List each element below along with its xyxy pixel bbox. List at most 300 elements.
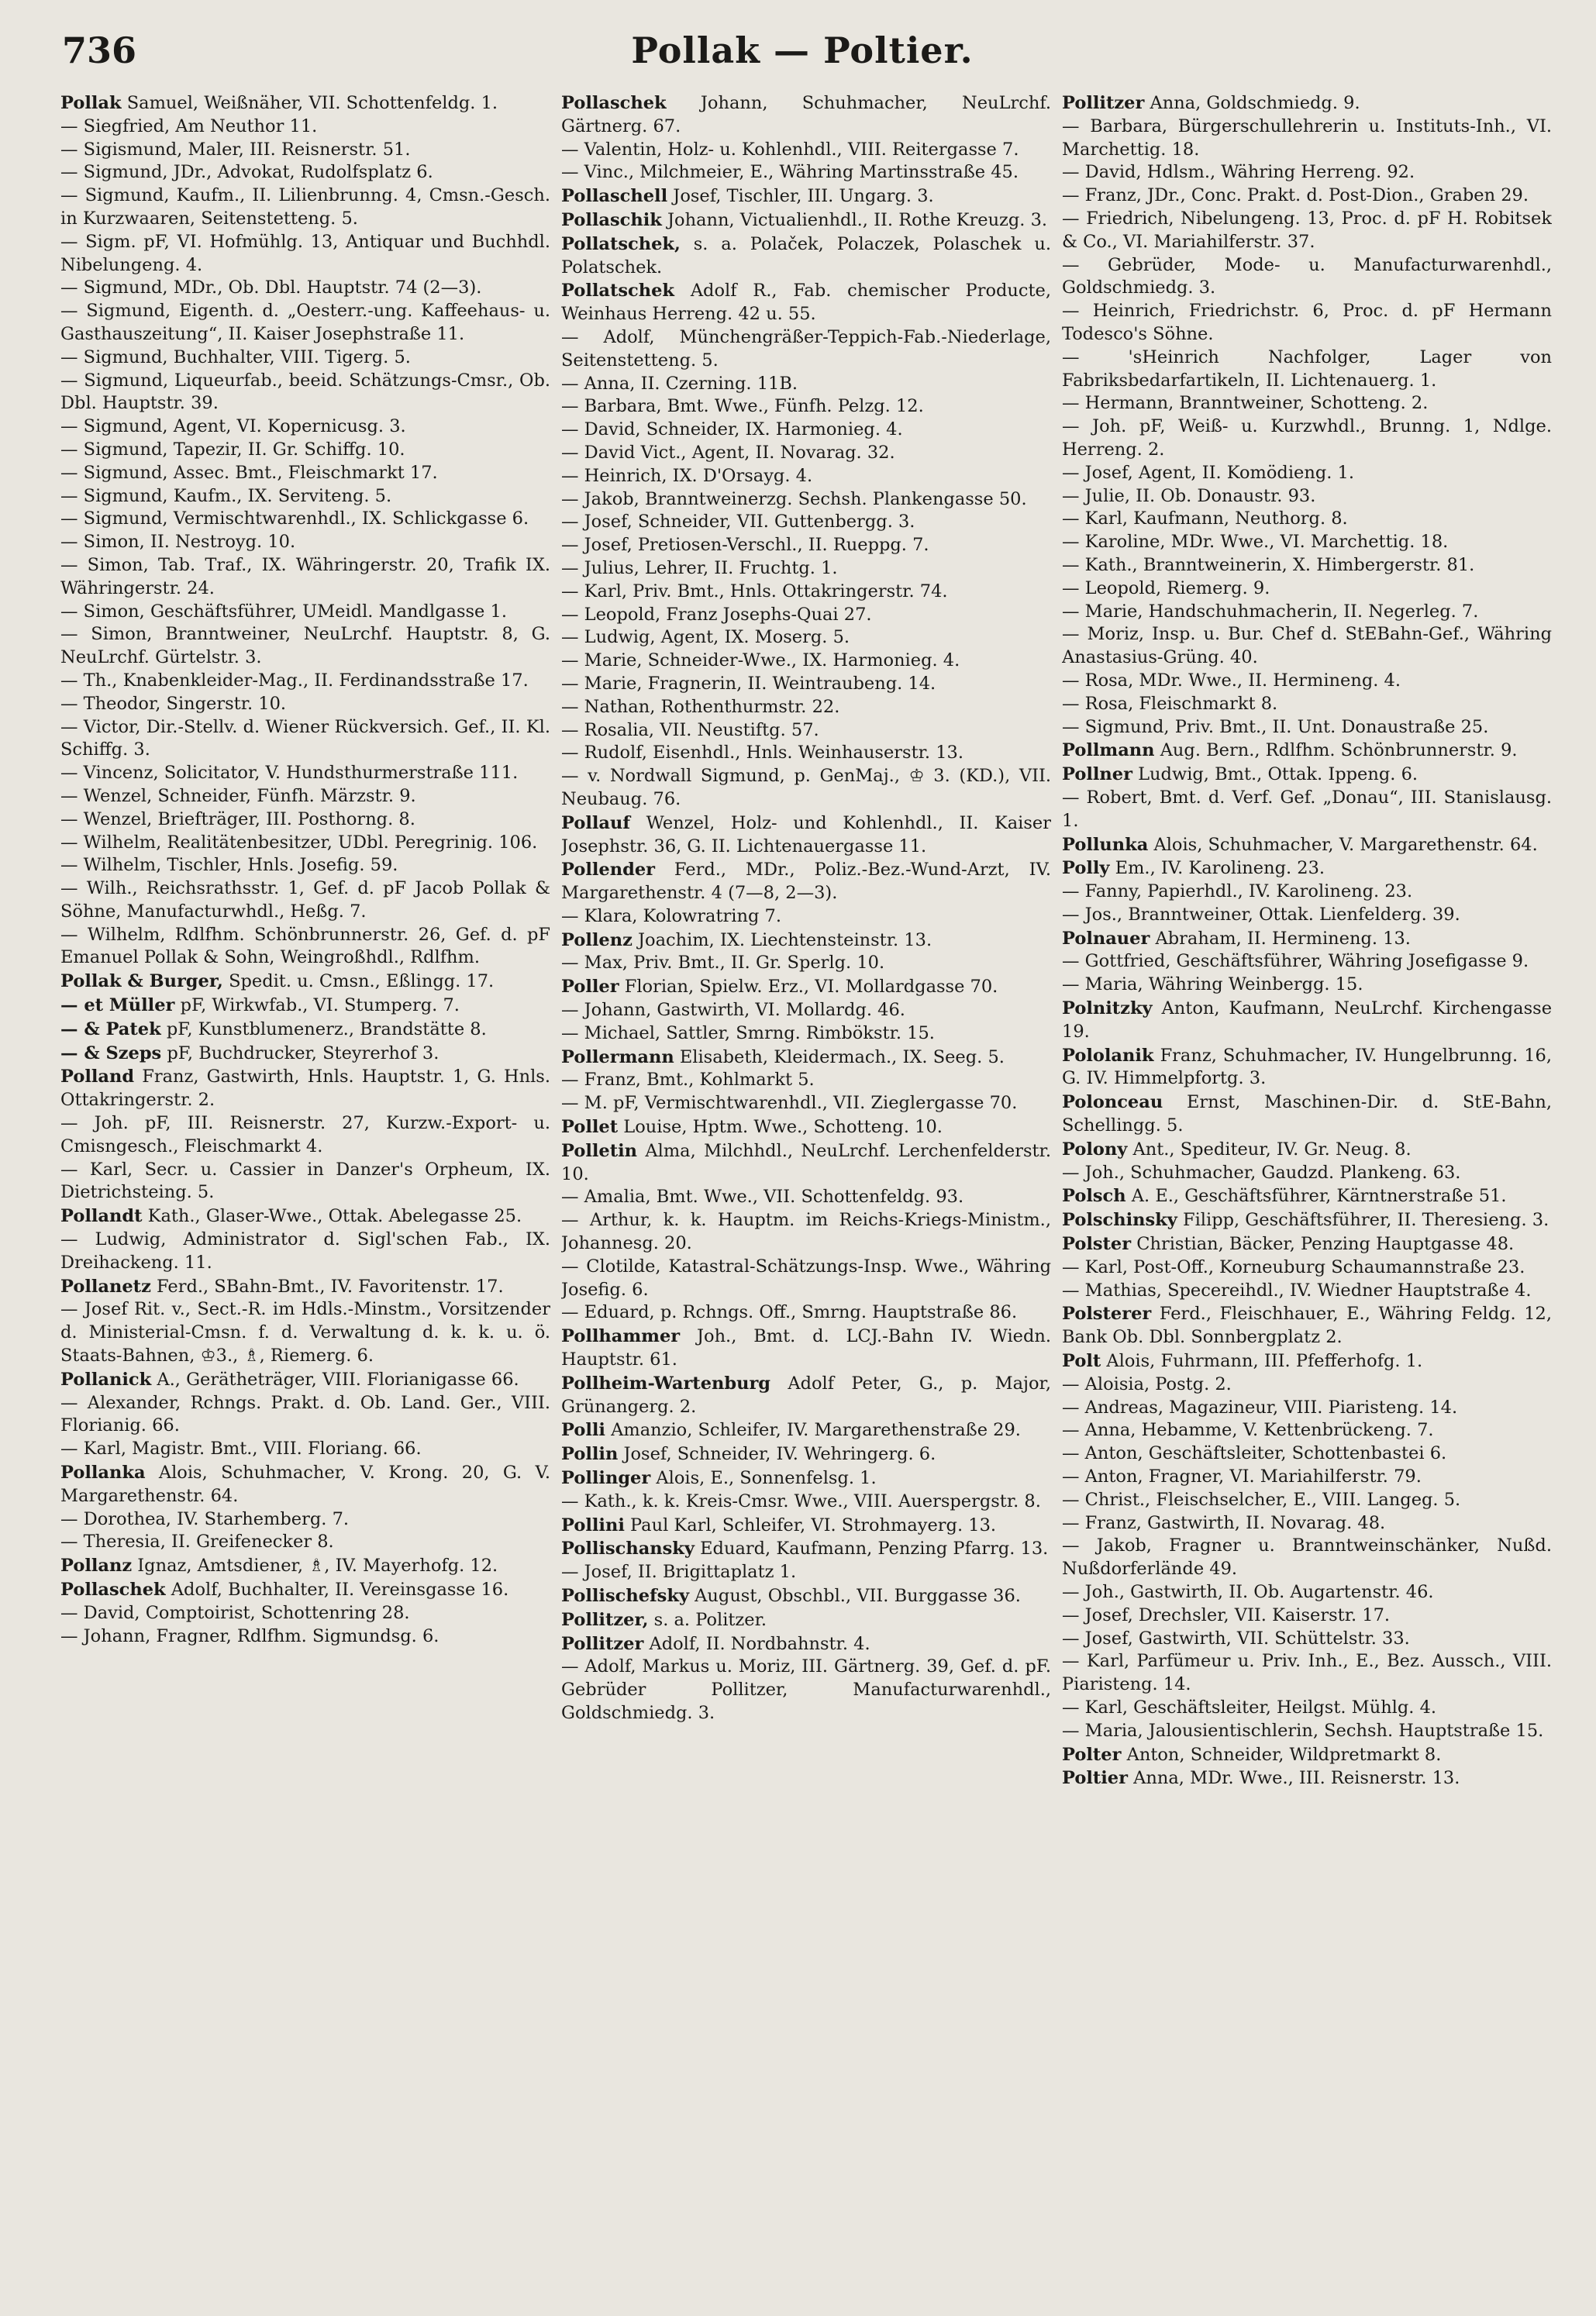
entry-text: — Sigmund, Priv. Bmt., II. Unt. Donaustraße 25. (1062, 716, 1489, 737)
column-2 (561, 91, 1051, 2300)
entry-surname: Polt (1062, 1351, 1101, 1372)
entry-text: — Joh. pF, Weiß- u. Kurzwhdl., Brunng. 1, Ndlge. Herreng. 2. (1062, 416, 1552, 460)
directory-sub-entry (1062, 881, 1552, 904)
entry-text: — Wilh., Reichsrathsstr. 1, Gef. d. pF Jacob Pollak & Söhne, Manufacturwhdl., Heßg. 7. (60, 878, 550, 922)
entry-text: — Heinrich, Friedrichstr. 6, Proc. d. pF Hermann Todesco's Söhne. (1062, 301, 1552, 344)
entry-surname: Pollitzer, (561, 1609, 649, 1630)
entry-surname: Polsch (1062, 1186, 1126, 1207)
directory-sub-entry (60, 1112, 550, 1159)
directory-sub-entry (1062, 485, 1552, 508)
entry-text: — Julius, Lehrer, II. Fruchtg. 1. (561, 557, 838, 578)
entry-surname: Pollandt (60, 1206, 143, 1227)
directory-sub-entry (1062, 531, 1552, 554)
entry-surname: Pollak (60, 93, 122, 113)
directory-sub-entry (561, 373, 1051, 396)
entry-surname: Pollaschik (561, 209, 662, 230)
directory-sub-entry (60, 877, 550, 924)
entry-text: — Alexander, Rchngs. Prakt. d. Ob. Land. Ger., VIII. Florianig. 66. (60, 1392, 550, 1436)
entry-text: — Sigmund, MDr., Ob. Dbl. Hauptstr. 74 (2—3). (60, 277, 482, 298)
entry-text: — Johann, Fragner, Rdlfhm. Sigmundsg. 6. (60, 1625, 440, 1646)
entry-surname: Pollhammer (561, 1326, 681, 1347)
entry-text: — Clotilde, Katastral-Schätzungs-Insp. Wwe., Währing Josefig. 6. (561, 1256, 1051, 1300)
entry-text: — Max, Priv. Bmt., II. Gr. Sperlg. 10. (561, 953, 885, 974)
directory-sub-entry (561, 742, 1051, 765)
directory-sub-entry (1062, 716, 1552, 739)
entry-text: Ant., Spediteur, IV. Gr. Neug. 8. (1132, 1139, 1412, 1160)
directory-sub-entry (561, 557, 1051, 581)
directory-entry (561, 185, 1051, 209)
directory-sub-entry (60, 762, 550, 785)
directory-sub-entry (1062, 346, 1552, 393)
entry-surname: Pollner (1062, 764, 1132, 785)
directory-sub-entry (1062, 254, 1552, 301)
directory-entry (561, 1609, 1051, 1632)
directory-entry (60, 1462, 550, 1508)
entry-text: — Marie, Fragnerin, II. Weintraubeng. 14. (561, 673, 936, 694)
directory-sub-entry (60, 1438, 550, 1461)
directory-sub-entry (561, 1186, 1051, 1209)
entry-text: — Franz, Bmt., Kohlmarkt 5. (561, 1070, 815, 1091)
entry-text: — Sigmund, Buchhalter, VIII. Tigerg. 5. (60, 346, 411, 367)
entry-surname: Pollischansky (561, 1539, 695, 1560)
entry-surname: Pollanetz (60, 1276, 151, 1297)
entry-surname: Pollatschek, (561, 233, 681, 254)
directory-sub-entry (561, 765, 1051, 812)
directory-sub-entry (1062, 577, 1552, 601)
entry-surname: Polletin (561, 1140, 638, 1161)
entry-text: Johann, Schuhmacher, NeuLrchf. Gärtnerg. 67. (561, 93, 1051, 136)
directory-entry (1062, 1744, 1552, 1767)
directory-sub-entry (60, 1602, 550, 1625)
entry-text: — Wilhelm, Rdlfhm. Schönbrunnerstr. 26, Gef. d. pF Emanuel Pollak & Sohn, Weingroßhdl., Rdlfhm. (60, 924, 550, 968)
directory-entry (561, 233, 1051, 280)
entry-surname: Pollanka (60, 1463, 146, 1484)
entry-surname: Polnitzky (1062, 998, 1153, 1019)
entry-text: — Rosalia, VII. Neustiftg. 57. (561, 719, 819, 740)
entry-text: — Moriz, Insp. u. Bur. Chef d. StEBahn-Gef., Währing Anastasius-Grüng. 40. (1062, 624, 1552, 668)
entry-text: — Theodor, Singerstr. 10. (60, 693, 287, 714)
directory-entry (1062, 739, 1552, 763)
entry-text: Ignaz, Amtsdiener, ♗, IV. Mayerhofg. 12. (137, 1556, 498, 1577)
entry-text: — Joh., Schuhmacher, Gaudzd. Plankeng. 63. (1062, 1162, 1461, 1183)
entry-text: — Barbara, Bürgerschullehrerin u. Instituts-Inh., VI. Marchettig. 18. (1062, 115, 1552, 160)
entry-text: Ernst, Maschinen-Dir. d. StE-Bahn, Schellingg. 5. (1062, 1092, 1552, 1136)
directory-sub-entry (1062, 1604, 1552, 1628)
directory-entry (60, 994, 550, 1018)
directory-entry (561, 1419, 1051, 1442)
directory-sub-entry (561, 1491, 1051, 1514)
entry-text: — Joh., Gastwirth, II. Ob. Augartenstr. 46. (1062, 1582, 1434, 1602)
column-3 (1062, 91, 1552, 2300)
directory-sub-entry (60, 115, 550, 139)
entry-surname: Pollini (561, 1515, 625, 1535)
directory-sub-entry (60, 785, 550, 808)
entry-text: Florian, Spielw. Erz., VI. Mollardgasse 70. (624, 977, 998, 998)
directory-sub-entry (1062, 1397, 1552, 1420)
directory-entry (1062, 1303, 1552, 1349)
entry-text: — Karl, Magistr. Bmt., VIII. Floriang. 66. (60, 1439, 422, 1460)
directory-entry (60, 1018, 550, 1042)
entry-text: — Anna, Hebamme, V. Kettenbrückeng. 7. (1062, 1420, 1434, 1441)
directory-sub-entry (60, 1508, 550, 1532)
entry-text: Alois, E., Sonnenfelsg. 1. (656, 1468, 877, 1489)
directory-entry (561, 209, 1051, 233)
directory-entry (1062, 1767, 1552, 1790)
entry-text: — Anna, II. Czerning. 11B. (561, 373, 798, 394)
directory-sub-entry (561, 581, 1051, 604)
entry-text: — Robert, Bmt. d. Verf. Gef. „Donau“, III. Stanislausg. 1. (1062, 787, 1552, 831)
entry-text: — Rosa, Fleischmarkt 8. (1062, 693, 1278, 714)
entry-text: Paul Karl, Schleifer, VI. Strohmayerg. 13. (630, 1515, 997, 1535)
entry-text: — Sigmund, Eigenth. d. „Oesterr.-ung. Kaffeehaus- u. Gasthauszeitung“, II. Kaiser Josephstraße 11. (60, 301, 550, 344)
directory-entry (60, 1066, 550, 1112)
directory-sub-entry (1062, 1512, 1552, 1535)
directory-entry (561, 1467, 1051, 1491)
entry-text: — Karl, Priv. Bmt., Hnls. Ottakringerstr. 74. (561, 581, 948, 601)
entry-text: — Heinrich, IX. D'Orsayg. 4. (561, 465, 813, 486)
entry-text: Adolf, Buchhalter, II. Vereinsgasse 16. (171, 1580, 509, 1600)
directory-sub-entry (1062, 1162, 1552, 1185)
directory-sub-entry (60, 554, 550, 601)
entry-text: — Josef, Schneider, VII. Guttenbergg. 3. (561, 512, 915, 532)
directory-entry (561, 1373, 1051, 1419)
entry-text: s. a. Politzer. (653, 1609, 767, 1630)
entry-surname: Pollmann (1062, 740, 1155, 761)
entry-text: — Joh. pF, III. Reisnerstr. 27, Kurzw.-Export- u. Cmisngesch., Fleischmarkt 4. (60, 1113, 550, 1156)
directory-entry (561, 1443, 1051, 1466)
entry-text: — Ludwig, Administrator d. Sigl'schen Fab., IX. Dreihackeng. 11. (60, 1229, 550, 1273)
entry-text: Wenzel, Holz- und Kohlenhdl., II. Kaiser Josephstr. 36, G. II. Lichtenauergasse 11. (561, 812, 1051, 856)
directory-sub-entry (1062, 1581, 1552, 1604)
directory-sub-entry (60, 1531, 550, 1554)
entry-surname: Pollet (561, 1117, 619, 1138)
entry-text: Anna, Goldschmiedg. 9. (1150, 93, 1360, 113)
entry-text: Franz, Schuhmacher, IV. Hungelbrunng. 16, G. IV. Himmelpfortg. 3. (1062, 1045, 1552, 1089)
entry-text: — Marie, Schneider-Wwe., IX. Harmonieg. 4. (561, 650, 960, 671)
entry-text: Franz, Gastwirth, Hnls. Hauptstr. 1, G. Hnls. Ottakringerstr. 2. (60, 1067, 550, 1111)
directory-sub-entry (561, 395, 1051, 419)
directory-entry (1062, 92, 1552, 115)
directory-sub-entry (1062, 1489, 1552, 1512)
entry-text: — Karl, Kaufmann, Neuthorg. 8. (1062, 508, 1348, 529)
entry-text: — Wenzel, Schneider, Fünfh. Märzstr. 9. (60, 785, 416, 806)
directory-entry (561, 929, 1051, 953)
entry-text: — Vinc., Milchmeier, E., Währing Martinsstraße 45. (561, 162, 1019, 183)
entry-text: — Ludwig, Agent, IX. Moserg. 5. (561, 627, 850, 648)
directory-sub-entry (1062, 623, 1552, 670)
entry-text: — Josef, Gastwirth, VII. Schüttelstr. 33. (1062, 1628, 1410, 1649)
entry-surname: Pollin (561, 1444, 619, 1465)
directory-entry (60, 1205, 550, 1229)
entry-text: — Karoline, MDr. Wwe., VI. Marchettig. 18. (1062, 532, 1449, 553)
entry-text: Amanzio, Schleifer, IV. Margarethenstraße 29. (611, 1420, 1021, 1441)
directory-sub-entry (1062, 1535, 1552, 1581)
entry-text: Eduard, Kaufmann, Penzing Pfarrg. 13. (700, 1539, 1049, 1560)
directory-sub-entry (561, 326, 1051, 373)
directory-sub-entry (60, 531, 550, 554)
directory-sub-entry (60, 300, 550, 346)
entry-surname: Pollaschek (60, 1580, 166, 1600)
entry-text: — Simon, Branntweiner, NeuLrchf. Hauptstr. 8, G. NeuLrchf. Gürtelstr. 3. (60, 624, 550, 668)
directory-entry (60, 92, 550, 115)
directory-entry (1062, 1209, 1552, 1232)
entry-text: — Leopold, Riemerg. 9. (1062, 577, 1270, 598)
entry-text: — v. Nordwall Sigmund, p. GenMaj., ♔ 3. (KD.), VII. Neubaug. 76. (561, 766, 1051, 809)
entry-text: Ferd., SBahn-Bmt., IV. Favoritenstr. 17. (157, 1276, 504, 1297)
directory-sub-entry (1062, 508, 1552, 531)
entry-surname: Pollenz (561, 929, 633, 950)
entry-text: — Gebrüder, Mode- u. Manufacturwarenhdl., Goldschmiedg. 3. (1062, 254, 1552, 298)
entry-surname: Pollanz (60, 1556, 133, 1577)
entry-surname: Pollinger (561, 1468, 651, 1489)
entry-text: — Theresia, II. Greifenecker 8. (60, 1532, 334, 1553)
entry-text: — Josef, Agent, II. Komödieng. 1. (1062, 462, 1355, 483)
directory-sub-entry (60, 1229, 550, 1275)
entry-text: — Adolf, Markus u. Moriz, III. Gärtnerg. 39, Gef. d. pF. Gebrüder Pollitzer, Manufacturwarenhdl., Goldschmiedg. 3. (561, 1656, 1051, 1723)
entry-surname: Pollatschek (561, 281, 675, 302)
entry-text: — Sigmund, Agent, VI. Kopernicusg. 3. (60, 416, 406, 437)
directory-entry (561, 859, 1051, 905)
entry-text: pF, Kunstblumenerz., Brandstätte 8. (166, 1018, 487, 1039)
directory-entry (1062, 763, 1552, 787)
directory-entry (561, 812, 1051, 859)
directory-sub-entry (561, 1656, 1051, 1725)
directory-entry (561, 280, 1051, 326)
entry-text: — David Vict., Agent, II. Novarag. 32. (561, 442, 895, 463)
directory-sub-entry (1062, 904, 1552, 927)
entry-text: — David, Hdlsm., Währing Herreng. 92. (1062, 162, 1415, 183)
directory-sub-entry (561, 1209, 1051, 1256)
directory-entry (60, 1555, 550, 1578)
entry-text: Abraham, II. Hermineng. 13. (1155, 928, 1411, 949)
entry-text: — David, Comptoirist, Schottenring 28. (60, 1602, 410, 1623)
entry-text: — Maria, Währing Weinbergg. 15. (1062, 974, 1363, 995)
entry-text: Elisabeth, Kleidermach., IX. Seeg. 5. (679, 1046, 1005, 1067)
directory-entry (1062, 998, 1552, 1044)
entry-text: — Hermann, Branntweiner, Schotteng. 2. (1062, 393, 1429, 414)
entry-text: — Michael, Sattler, Smrng. Rimbökstr. 15. (561, 1022, 935, 1043)
directory-sub-entry (1062, 415, 1552, 462)
entry-text: — Josef, Drechsler, VII. Kaiserstr. 17. (1062, 1604, 1391, 1625)
directory-sub-entry (1062, 1466, 1552, 1489)
directory-sub-entry (1062, 462, 1552, 485)
directory-sub-entry (1062, 554, 1552, 577)
entry-text: Joachim, IX. Liechtensteinstr. 13. (638, 929, 932, 950)
directory-sub-entry (60, 623, 550, 670)
entry-text: — Sigmund, Assec. Bmt., Fleischmarkt 17. (60, 462, 438, 483)
directory-sub-entry (561, 696, 1051, 719)
directory-sub-entry (1062, 115, 1552, 162)
directory-sub-entry (60, 693, 550, 716)
directory-sub-entry (1062, 208, 1552, 254)
entry-text: Ferd., MDr., Poliz.-Bez.-Wund-Arzt, IV. Margarethenstr. 4 (7—8, 2—3). (561, 860, 1051, 904)
directory-sub-entry (1062, 974, 1552, 997)
directory-entry (1062, 1139, 1552, 1162)
entry-surname: Pollaschek (561, 93, 667, 113)
directory-sub-entry (561, 488, 1051, 512)
directory-sub-entry (60, 370, 550, 416)
entry-text: Adolf, II. Nordbahnstr. 4. (649, 1633, 870, 1654)
entry-text: — Valentin, Holz- u. Kohlenhdl., VIII. Reitergasse 7. (561, 139, 1019, 160)
directory-sub-entry (561, 511, 1051, 534)
entry-text: — Christ., Fleischselcher, E., VIII. Langeg. 5. (1062, 1489, 1461, 1510)
entry-text: — Rosa, MDr. Wwe., II. Hermineng. 4. (1062, 670, 1401, 691)
directory-sub-entry (60, 1298, 550, 1367)
entry-surname: — et Müller (60, 995, 175, 1016)
directory-entry (561, 1325, 1051, 1372)
entry-surname: Pollitzer (1062, 93, 1145, 113)
entry-text: — Simon, Tab. Traf., IX. Währingerstr. 20, Trafik IX. Währingerstr. 24. (60, 554, 550, 598)
entry-text: — Th., Knabenkleider-Mag., II. Ferdinandsstraße 17. (60, 670, 529, 691)
entry-text: Josef, Schneider, IV. Wehringerg. 6. (623, 1444, 936, 1465)
entry-text: — Josef Rit. v., Sect.-R. im Hdls.-Minstm., Vorsitzender d. Ministerial-Cmsn. f. d. Verwaltung d. k. k. u. ö. Staats-Bahnen, ♔3., ♗, Riemerg. 6. (60, 1299, 550, 1367)
entry-text: — Amalia, Bmt. Wwe., VII. Schottenfeldg. 93. (561, 1187, 964, 1208)
directory-sub-entry (60, 161, 550, 184)
directory-sub-entry (561, 419, 1051, 442)
entry-surname: Polschinsky (1062, 1210, 1177, 1231)
directory-sub-entry (1062, 601, 1552, 624)
directory-sub-entry (60, 601, 550, 624)
directory-entry (60, 970, 550, 994)
directory-sub-entry (561, 1561, 1051, 1584)
entry-text: — Adolf, Münchengräßer-Teppich-Fab.-Niederlage, Seitenstetteng. 5. (561, 326, 1051, 370)
entry-surname: Poltier (1062, 1768, 1128, 1789)
entry-text: Anton, Kaufmann, NeuLrchf. Kirchengasse 19. (1062, 998, 1552, 1042)
entry-text: — Karl, Secr. u. Cassier in Danzer's Orpheum, IX. Dietrichsteing. 5. (60, 1159, 550, 1203)
entry-text: — Karl, Parfümeur u. Priv. Inh., E., Bez. Aussch., VIII. Piaristeng. 14. (1062, 1651, 1552, 1695)
entry-text: Alois, Fuhrmann, III. Pfefferhofg. 1. (1106, 1351, 1423, 1372)
directory-entry (1062, 1185, 1552, 1208)
directory-entry (561, 976, 1051, 999)
entry-text: — Friedrich, Nibelungeng. 13, Proc. d. pF H. Robitsek & Co., VI. Mariahilferstr. 37. (1062, 208, 1552, 252)
entry-text: Anna, MDr. Wwe., III. Reisnerstr. 13. (1133, 1768, 1460, 1789)
entry-text: A. E., Geschäftsführer, Kärntnerstraße 51. (1131, 1186, 1507, 1207)
directory-entry (60, 1369, 550, 1392)
entry-text: Christian, Bäcker, Penzing Hauptgasse 48. (1136, 1234, 1515, 1255)
directory-sub-entry (561, 1092, 1051, 1115)
entry-text: s. a. Polaček, Polaczek, Polaschek u. Polatschek. (561, 233, 1051, 277)
directory-sub-entry (60, 462, 550, 485)
entry-text: — Fanny, Papierhdl., IV. Karolineng. 23. (1062, 881, 1413, 902)
directory-entry (60, 1043, 550, 1066)
entry-text: Adolf Peter, G., p. Major, Grünangerg. 2. (561, 1373, 1051, 1417)
entry-text: — Karl, Post-Off., Korneuburg Schaumannstraße 23. (1062, 1256, 1525, 1277)
directory-sub-entry (1062, 950, 1552, 974)
entry-surname: Pollitzer (561, 1633, 644, 1654)
directory-entry (60, 1276, 550, 1299)
entry-text: Aug. Bern., Rdlfhm. Schönbrunnerstr. 9. (1160, 740, 1518, 761)
entry-surname: Polster (1062, 1234, 1132, 1255)
directory-sub-entry (561, 719, 1051, 743)
directory-sub-entry (561, 905, 1051, 929)
entry-text: — Simon, II. Nestroyg. 10. (60, 532, 296, 553)
directory-sub-entry (561, 161, 1051, 184)
directory-sub-entry (60, 231, 550, 277)
entry-surname: Pollaschell (561, 186, 668, 207)
directory-sub-entry (60, 439, 550, 462)
directory-sub-entry (561, 1022, 1051, 1046)
entry-text: — Dorothea, IV. Starhemberg. 7. (60, 1508, 350, 1529)
directory-entry (561, 1633, 1051, 1656)
entry-text: A., Gerätheträger, VIII. Florianigasse 66. (157, 1369, 519, 1390)
entry-surname: Polly (1062, 858, 1110, 879)
directory-sub-entry (60, 1625, 550, 1649)
directory-sub-entry (60, 670, 550, 693)
entry-text: — Barbara, Bmt. Wwe., Fünfh. Pelzg. 12. (561, 396, 924, 417)
entry-text: — Nathan, Rothenthurmstr. 22. (561, 696, 840, 717)
entry-text: Adolf R., Fab. chemischer Producte, Weinhaus Herreng. 42 u. 55. (561, 281, 1051, 325)
entry-text: Alois, Schuhmacher, V. Krong. 20, G. V. Margarethenstr. 64. (60, 1463, 550, 1506)
entry-text: — Siegfried, Am Neuthor 11. (60, 115, 318, 136)
entry-text: — Rudolf, Eisenhdl., Hnls. Weinhauserstr. 13. (561, 743, 964, 763)
directory-entry (1062, 834, 1552, 857)
directory-sub-entry (1062, 1256, 1552, 1280)
directory-sub-entry (1062, 1373, 1552, 1397)
entry-text: — Franz, JDr., Conc. Prakt. d. Post-Dion., Graben 29. (1062, 185, 1529, 206)
directory-sub-entry (60, 346, 550, 370)
directory-sub-entry (561, 534, 1051, 557)
entry-text: — M. pF, Vermischtwarenhdl., VII. Zieglergasse 70. (561, 1093, 1018, 1114)
directory-entry (1062, 1091, 1552, 1138)
directory-sub-entry (1062, 1650, 1552, 1697)
directory-entry (561, 1538, 1051, 1561)
entry-text: Spedit. u. Cmsn., Eßlingg. 17. (229, 971, 495, 992)
directory-sub-entry (60, 485, 550, 508)
entry-text: — Josef, Pretiosen-Verschl., II. Rueppg. 7. (561, 535, 929, 556)
directory-sub-entry (1062, 1419, 1552, 1442)
page-number: 736 (62, 29, 137, 71)
entry-surname: Poller (561, 977, 619, 998)
directory-sub-entry (60, 415, 550, 439)
entry-text: — Josef, II. Brigittaplatz 1. (561, 1562, 797, 1583)
directory-entry (1062, 928, 1552, 951)
directory-sub-entry (1062, 670, 1552, 693)
directory-sub-entry (1062, 1280, 1552, 1303)
directory-sub-entry (1062, 787, 1552, 833)
directory-sub-entry (561, 650, 1051, 673)
directory-entry (561, 1116, 1051, 1139)
directory-sub-entry (60, 184, 550, 231)
directory-sub-entry (561, 673, 1051, 696)
directory-entry (561, 1046, 1051, 1070)
directory-sub-entry (1062, 392, 1552, 415)
entry-surname: Polter (1062, 1744, 1122, 1765)
entry-text: — Simon, Geschäftsführer, UMeidl. Mandlgasse 1. (60, 601, 507, 622)
entry-text: Josef, Tischler, III. Ungarg. 3. (673, 186, 934, 207)
entry-text: — Sigm. pF, VI. Hofmühlg. 13, Antiquar und Buchhdl. Nibelungeng. 4. (60, 231, 550, 275)
entry-text: — Kath., Branntweinerin, X. Himbergerstr. 81. (1062, 554, 1475, 575)
directory-sub-entry (60, 508, 550, 531)
directory-sub-entry (60, 139, 550, 162)
entry-surname: Polli (561, 1420, 605, 1441)
directory-sub-entry (561, 999, 1051, 1022)
entry-text: — Sigmund, Kaufm., II. Lilienbrunng. 4, Cmsn.-Gesch. in Kurzwaaren, Seitenstetteng. 5. (60, 185, 550, 229)
directory-entry (561, 1585, 1051, 1608)
entry-text: — Sigmund, Tapezir, II. Gr. Schiffg. 10. (60, 439, 405, 460)
directory-sub-entry (561, 604, 1051, 627)
entry-surname: Pollanick (60, 1369, 152, 1390)
directory-sub-entry (60, 1392, 550, 1439)
entry-text: — Sigmund, JDr., Advokat, Rudolfsplatz 6. (60, 162, 433, 183)
entry-surname: Pololanik (1062, 1045, 1154, 1066)
entry-text: — Julie, II. Ob. Donaustr. 93. (1062, 485, 1316, 506)
directory-sub-entry (1062, 300, 1552, 346)
directory-sub-entry (561, 952, 1051, 975)
entry-text: Em., IV. Karolineng. 23. (1115, 858, 1325, 879)
entry-text: Filipp, Geschäftsführer, II. Theresieng. 3. (1183, 1210, 1549, 1231)
entry-text: August, Obschbl., VII. Burggasse 36. (695, 1586, 1021, 1606)
entry-text: — 'sHeinrich Nachfolger, Lager von Fabriksbedarfartikeln, II. Lichtenauerg. 1. (1062, 346, 1552, 391)
